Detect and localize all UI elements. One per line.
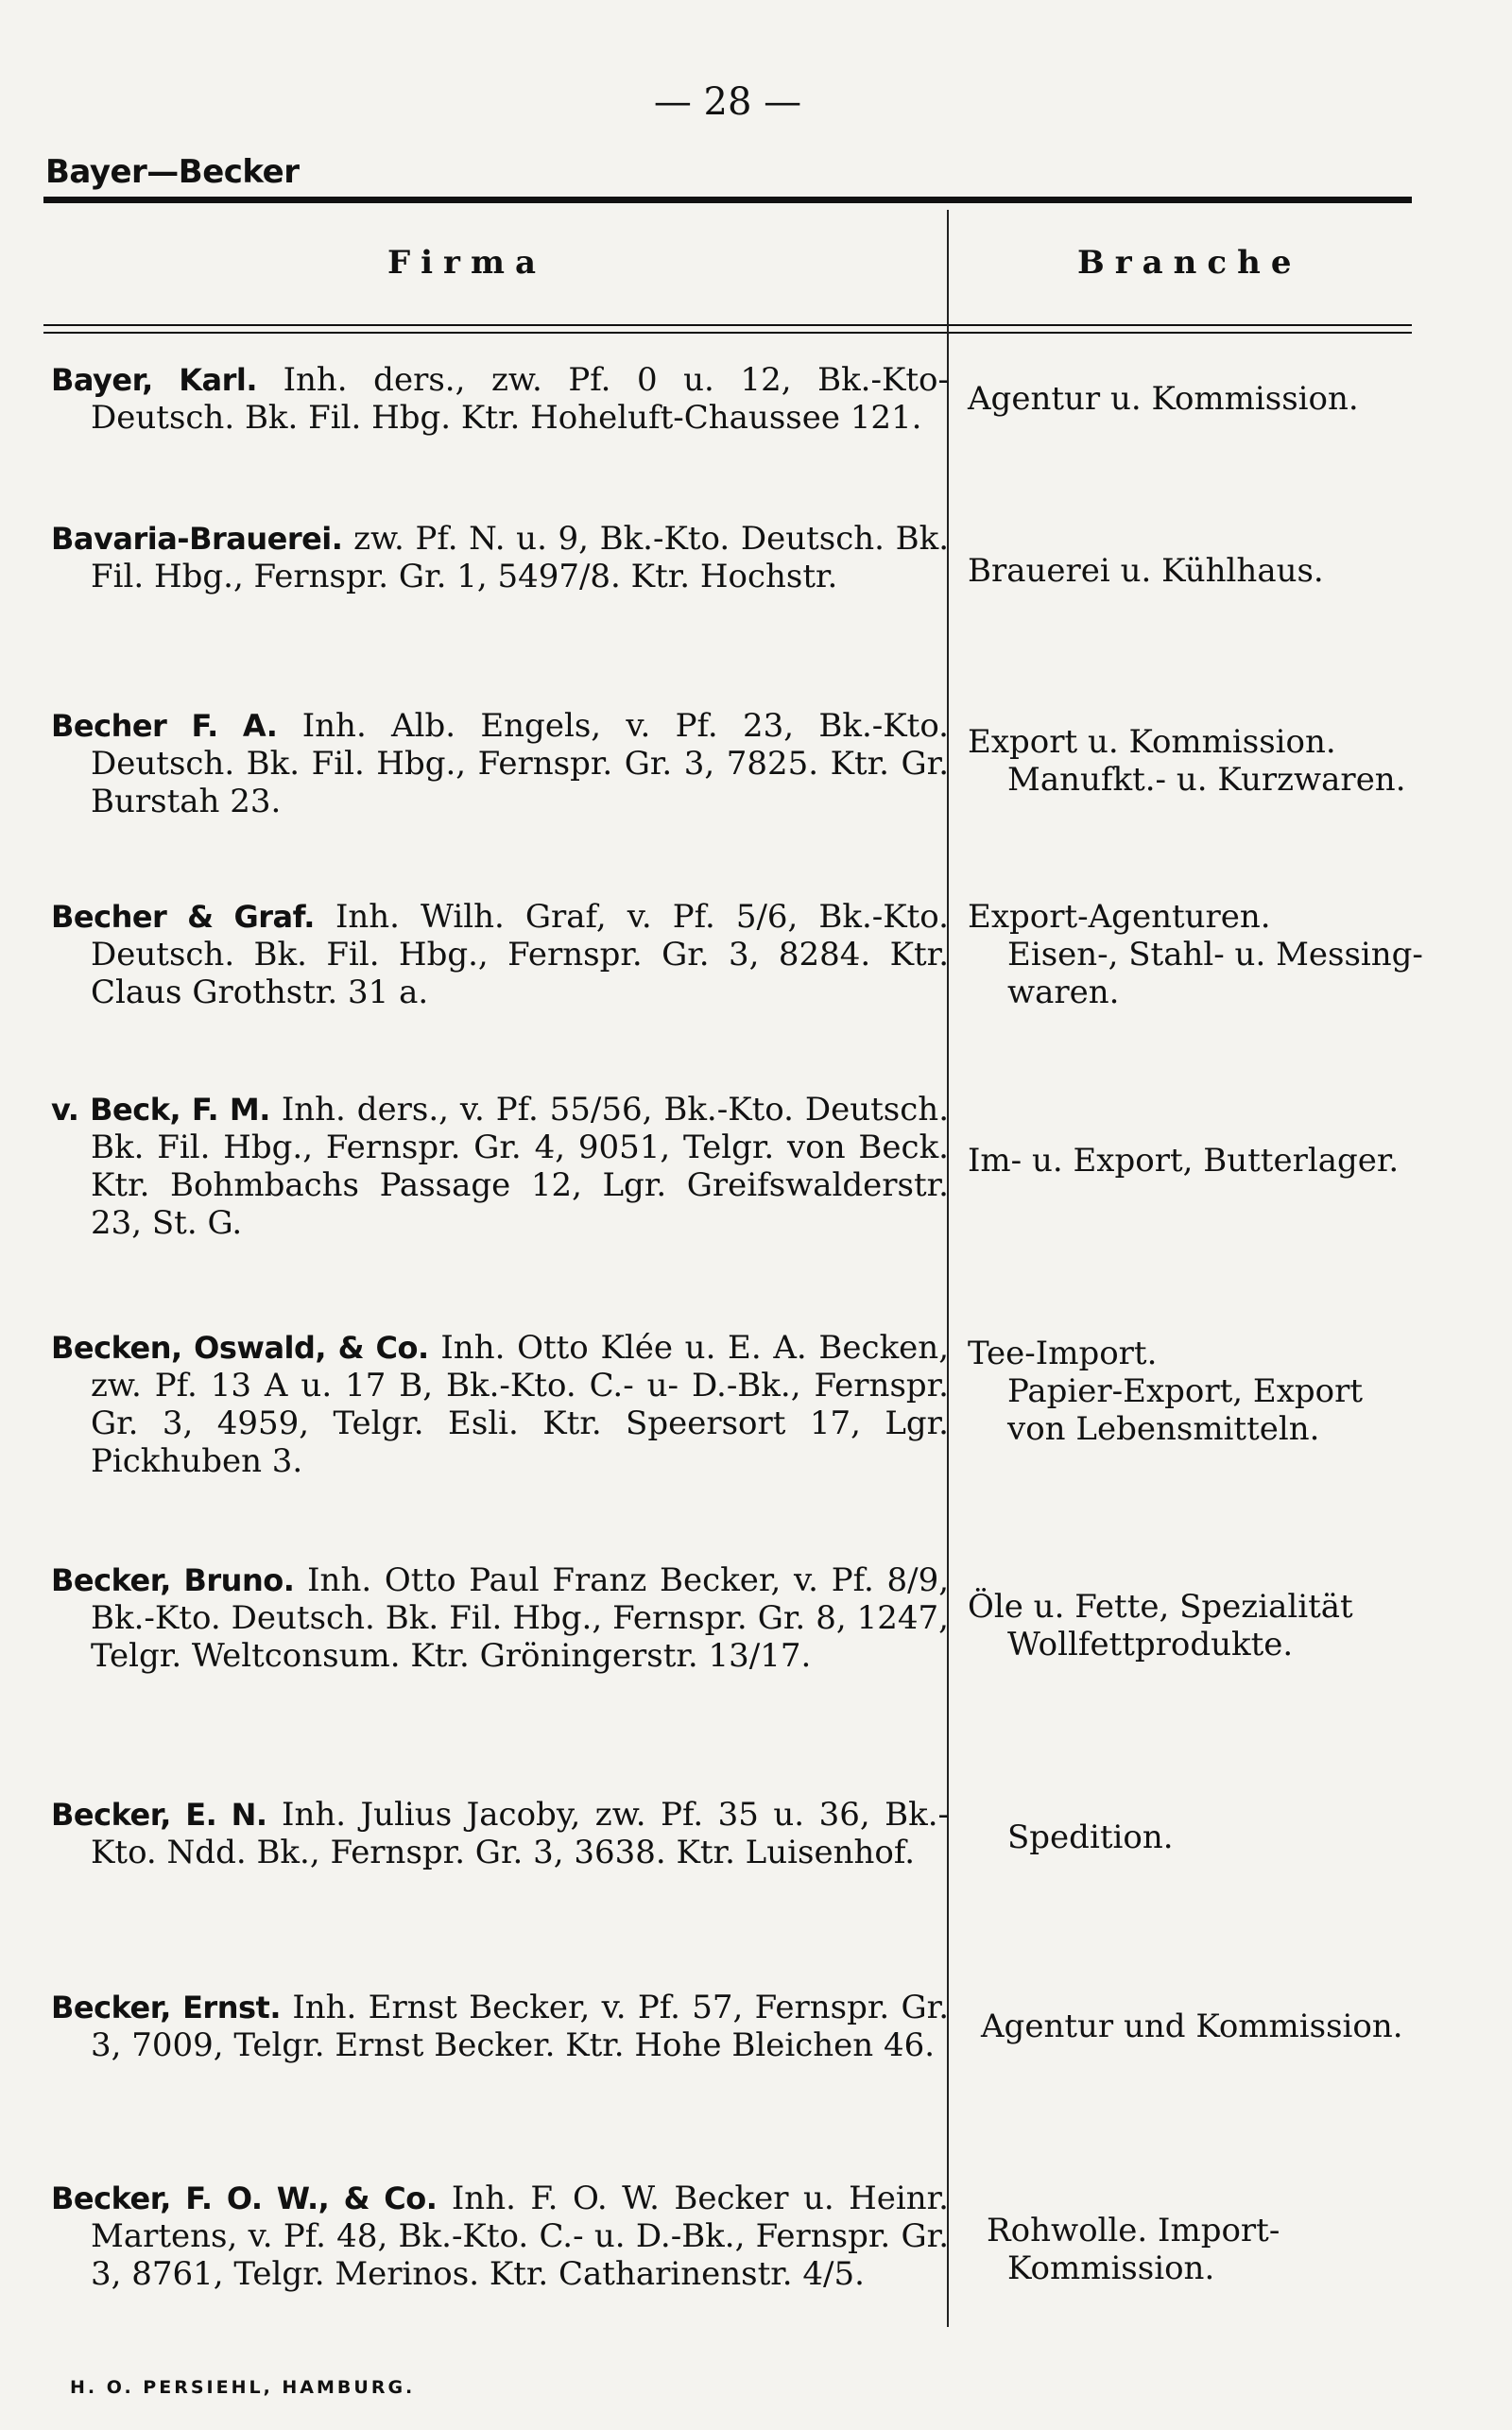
entry-firma: [51, 1989, 949, 2064]
firm-details: Inh. Wilh. Graf, v. Pf. 5/6, Bk.-Kto. Deutsch. Bk. Fil. Hbg., Fernspr. Gr. 3, 8284. Ktr. Claus Grothstr. 31 a.: [91, 898, 949, 1011]
entry-firma: [51, 898, 949, 1011]
page-number: — 28 —: [653, 80, 802, 124]
firm-details: zw. Pf. N. u. 9, Bk.-Kto. Deutsch. Bk. Fil. Hbg., Fernspr. Gr. 1, 5497/8. Ktr. Hochstr.: [91, 520, 950, 595]
entry-branche: [968, 552, 1440, 590]
header-double-rule-top: [43, 324, 1412, 326]
branche-line: Export-Agenturen.: [968, 898, 1271, 936]
firm-name: Bayer, Karl.: [51, 362, 257, 398]
firm-name: Bavaria-Brauerei.: [51, 521, 343, 557]
firm-details: Inh. Alb. Engels, v. Pf. 23, Bk.-Kto. Deutsch. Bk. Fil. Hbg., Fernspr. Gr. 3, 7825. Ktr. Gr. Burstah 23.: [91, 707, 949, 820]
branche-line: Öle u. Fette, Spezialität: [968, 1588, 1353, 1626]
entry-branche: [968, 380, 1440, 418]
firm-name: Becker, F. O. W., & Co.: [51, 2180, 438, 2216]
branche-line: Papier-Export, Export: [1007, 1372, 1364, 1410]
branche-line: Im- u. Export, Butterlager.: [968, 1142, 1400, 1180]
firm-details: Inh. ders., zw. Pf. 0 u. 12, Bk.-Kto-Deutsch. Bk. Fil. Hbg. Ktr. Hoheluft-Chaussee 121.: [91, 361, 949, 437]
branche-line: Kommission.: [1007, 2249, 1215, 2287]
entry-firma: [51, 361, 949, 437]
branche-line: Manufkt.- u. Kurzwaren.: [1007, 761, 1406, 799]
column-header-firma: Firma: [387, 244, 546, 282]
entry-branche: [968, 2212, 1440, 2287]
branche-line: von Lebensmitteln.: [1007, 1410, 1320, 1448]
entry-branche: [968, 898, 1440, 1011]
firm-name: Becker, Ernst.: [51, 1990, 281, 2025]
firm-name: Becher F. A.: [51, 708, 278, 744]
firm-details: Inh. Otto Klée u. E. A. Becken, zw. Pf. 13 A u. 17 B, Bk.-Kto. C.- u- D.-Bk., Fernspr. Gr. 3, 4959, Telgr. Esli. Ktr. Speersort 17, Lgr. Pickhuben 3.: [91, 1329, 950, 1480]
branche-line: Brauerei u. Kühlhaus.: [968, 552, 1324, 590]
branche-line: waren.: [1007, 974, 1120, 1011]
running-head: Bayer—Becker: [45, 153, 300, 191]
firm-details: Inh. Ernst Becker, v. Pf. 57, Fernspr. Gr. 3, 7009, Telgr. Ernst Becker. Ktr. Hohe Bleichen 46.: [91, 1989, 950, 2064]
branche-line: Eisen-, Stahl- u. Messing-: [1007, 936, 1423, 974]
firm-details: Inh. F. O. W. Becker u. Heinr. Martens, v. Pf. 48, Bk.-Kto. C.- u. D.-Bk., Fernspr. Gr. 3, 8761, Telgr. Merinos. Ktr. Catharinenstr. 4/5.: [91, 2180, 949, 2293]
entry-branche: [968, 1335, 1440, 1448]
entry-branche: [968, 2008, 1440, 2045]
firm-details: Inh. Otto Paul Franz Becker, v. Pf. 8/9, Bk.-Kto. Deutsch. Bk. Fil. Hbg., Fernspr. Gr. 8, 1247, Telgr. Weltconsum. Ktr. Gröningerstr. 13/17.: [91, 1561, 950, 1675]
firm-name: Becher & Graf.: [51, 899, 315, 935]
branche-line: Spedition.: [1007, 1818, 1174, 1856]
entry-branche: [968, 1818, 1440, 1856]
entry-firma: [51, 1796, 949, 1871]
entry-firma: [51, 707, 949, 820]
entry-branche: [968, 1142, 1440, 1180]
branche-line: Rohwolle. Import-: [987, 2212, 1280, 2249]
branche-line: Agentur und Kommission.: [981, 2008, 1403, 2045]
firm-details: Inh. ders., v. Pf. 55/56, Bk.-Kto. Deutsch. Bk. Fil. Hbg., Fernspr. Gr. 4, 9051, Telgr. von Beck. Ktr. Bohmbachs Passage 12, Lgr. Greifswalderstr. 23, St. G.: [91, 1091, 950, 1242]
branche-line: Tee-Import.: [968, 1335, 1158, 1372]
entry-firma: [51, 1091, 949, 1242]
firm-name: v. Beck, F. M.: [51, 1092, 270, 1128]
entry-firma: [51, 520, 949, 595]
entry-firma: [51, 2180, 949, 2293]
printer-imprint: H. O. PERSIEHL, HAMBURG.: [70, 2377, 416, 2398]
branche-line: Agentur u. Kommission.: [968, 380, 1359, 418]
firm-details: Inh. Julius Jacoby, zw. Pf. 35 u. 36, Bk.-Kto. Ndd. Bk., Fernspr. Gr. 3, 3638. Ktr. Luisenhof.: [91, 1796, 950, 1871]
entry-firma: [51, 1561, 949, 1675]
column-header-branche: Branche: [1077, 244, 1302, 282]
firm-name: Becker, Bruno.: [51, 1562, 295, 1598]
entry-branche: [968, 723, 1440, 799]
branche-line: Export u. Kommission.: [968, 723, 1336, 761]
firm-name: Becker, E. N.: [51, 1797, 267, 1833]
firm-name: Becken, Oswald, & Co.: [51, 1330, 429, 1366]
branche-line: Wollfettprodukte.: [1007, 1626, 1294, 1663]
entry-branche: [968, 1588, 1440, 1663]
header-double-rule-bottom: [43, 332, 1412, 334]
entry-firma: [51, 1329, 949, 1480]
header-rule: [43, 197, 1412, 203]
